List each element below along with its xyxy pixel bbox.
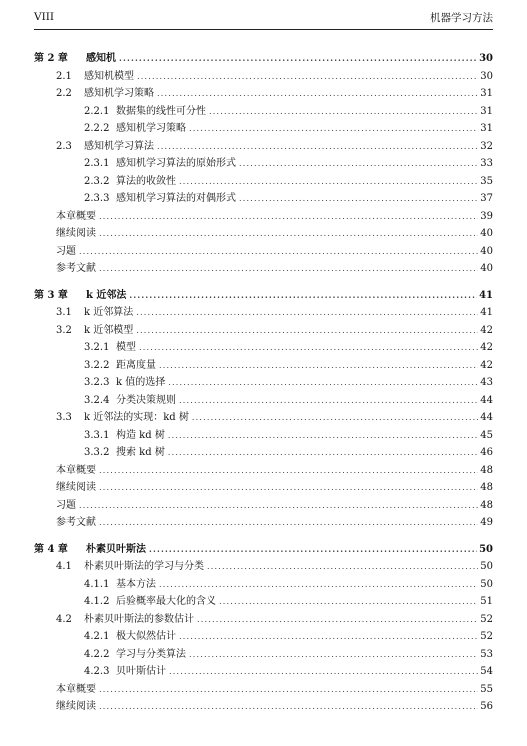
entry-title: 距离度量 [116,359,156,371]
entry-title: 基本方法 [116,578,156,590]
backmatter-entry[interactable] [34,260,493,278]
chapter-gap [34,278,493,287]
entry-title: 本章概要 [56,210,96,222]
dot-leader [137,68,478,86]
entry-title: 继续阅读 [56,701,96,712]
entry-title: 后验概率最大化的含义 [116,596,216,607]
entry-title: 感知机学习策略 [84,88,154,99]
entry-page-number: 31 [480,123,493,134]
subsection-entry[interactable] [34,339,493,357]
entry-page-number: 55 [480,683,493,695]
entry-page-number: 50 [480,578,493,590]
entry-number: 3.3.1 [84,429,110,441]
entry-page-number: 49 [480,517,493,528]
subsection-entry[interactable] [34,120,493,138]
entry-page-number: 41 [479,289,493,301]
subsection-entry[interactable] [34,663,493,681]
entry-page-number: 37 [480,193,493,204]
entry-title: 感知机学习算法的对偶形式 [116,193,236,204]
entry-title: 感知机模型 [84,70,134,82]
dot-leader [168,444,478,462]
dot-leader [136,304,478,322]
entry-page-number: 44 [480,412,493,423]
subsection-entry[interactable] [34,173,493,191]
dot-leader [168,374,478,392]
entry-page-number: 46 [480,447,493,458]
chapter-entry[interactable] [34,50,493,68]
dot-leader [99,260,478,278]
entry-page-number: 48 [480,499,493,511]
entry-title: k 近邻法的实现：kd 树 [84,412,189,423]
entry-title: 贝叶斯估计 [116,666,166,677]
entry-title: 数据集的线性可分性 [116,105,206,117]
section-entry[interactable] [34,409,493,427]
entry-number: 3.2.2 [84,359,110,371]
entry-title: 参考文献 [56,263,96,274]
dot-leader [149,541,477,559]
page-number-roman: VIII [34,11,55,23]
page-header [34,6,493,28]
dot-leader [157,138,478,156]
subsection-entry[interactable] [34,392,493,410]
entry-number: 第 3 章 [34,289,68,301]
dot-leader [239,155,478,173]
section-entry[interactable] [34,611,493,629]
section-entry[interactable] [34,304,493,322]
entry-page-number: 31 [480,88,493,99]
entry-title: 朴素贝叶斯法的学习与分类 [84,561,204,572]
entry-page-number: 52 [480,631,493,642]
entry-number: 4.1.2 [84,596,110,607]
entry-title: 习题 [56,245,76,257]
entry-title: 感知机学习算法的原始形式 [116,158,236,169]
entry-page-number: 48 [480,464,493,476]
dot-leader [169,663,478,681]
dot-leader [99,462,478,480]
entry-number: 3.2 [56,324,72,336]
section-entry[interactable] [34,322,493,340]
section-entry[interactable] [34,558,493,576]
entry-title: 朴素贝叶斯法的参数估计 [84,613,194,625]
entry-title: 继续阅读 [56,482,96,493]
dot-leader [159,576,478,594]
subsection-entry[interactable] [34,444,493,462]
entry-page-number: 45 [480,429,493,441]
backmatter-entry[interactable] [34,514,493,532]
entry-page-number: 39 [480,210,493,222]
chapter-entry[interactable] [34,287,493,305]
subsection-entry[interactable] [34,628,493,646]
entry-title: k 近邻模型 [84,324,134,336]
entry-title: 继续阅读 [56,228,96,239]
dot-leader [139,339,478,357]
dot-leader [189,646,478,664]
entry-page-number: 51 [480,596,493,607]
chapter-gap [34,532,493,541]
subsection-entry[interactable] [34,576,493,594]
subsection-entry[interactable] [34,374,493,392]
backmatter-entry[interactable] [34,225,493,243]
entry-title: 感知机学习算法 [84,140,154,152]
subsection-entry[interactable] [34,593,493,611]
entry-page-number: 42 [480,324,493,336]
dot-leader [99,681,478,699]
entry-title: 朴素贝叶斯法 [86,543,146,555]
subsection-entry[interactable] [34,357,493,375]
entry-number: 2.2 [56,88,72,99]
entry-title: 分类决策规则 [116,394,176,406]
entry-number: 4.2.2 [84,648,110,660]
dot-leader [79,243,478,261]
entry-number: 4.2.1 [84,631,110,642]
entry-title: 习题 [56,499,76,511]
entry-title: 参考文献 [56,517,96,528]
entry-number: 2.3.2 [84,175,110,187]
entry-number: 2.3 [56,140,72,152]
entry-page-number: 30 [480,70,493,82]
entry-page-number: 32 [480,140,493,152]
dot-leader [119,50,477,68]
entry-title: 搜索 kd 树 [116,447,165,458]
section-entry[interactable] [34,85,493,103]
dot-leader [99,514,478,532]
backmatter-entry[interactable] [34,208,493,226]
entry-page-number: 31 [480,105,493,117]
backmatter-entry[interactable] [34,243,493,261]
backmatter-entry[interactable] [34,462,493,480]
entry-number: 3.3 [56,412,72,423]
dot-leader [129,287,477,305]
dot-leader [99,208,478,226]
dot-leader [99,225,478,243]
dot-leader [197,611,478,629]
section-entry[interactable] [34,138,493,156]
backmatter-entry[interactable] [34,497,493,515]
entry-number: 2.2.1 [84,105,110,117]
entry-number: 4.2.3 [84,666,110,677]
entry-title: k 值的选择 [116,377,166,388]
backmatter-entry[interactable] [34,681,493,699]
chapter-entry[interactable] [34,541,493,559]
entry-number: 4.2 [56,613,72,625]
dot-leader [192,409,478,427]
entry-number: 3.2.1 [84,342,110,353]
dot-leader [159,357,478,375]
subsection-entry[interactable] [34,427,493,445]
dot-leader [179,173,478,191]
dot-leader [189,120,478,138]
entry-number: 3.1 [56,307,72,318]
dot-leader [99,698,478,716]
entry-title: 模型 [116,342,136,353]
entry-page-number: 48 [480,482,493,493]
subsection-entry[interactable] [34,103,493,121]
entry-title: 学习与分类算法 [116,648,186,660]
entry-number: 4.1.1 [84,578,110,590]
dot-leader [179,392,478,410]
dot-leader [157,85,478,103]
subsection-entry[interactable] [34,190,493,208]
entry-page-number: 30 [479,53,493,64]
entry-number: 第 4 章 [34,543,68,555]
dot-leader [219,593,478,611]
entry-title: 本章概要 [56,683,96,695]
dot-leader [136,322,478,340]
entry-page-number: 41 [480,307,493,318]
entry-page-number: 53 [480,648,493,660]
entry-title: k 近邻法 [86,289,127,301]
dot-leader [207,558,478,576]
entry-number: 2.1 [56,70,72,82]
subsection-entry[interactable] [34,646,493,664]
entry-number: 3.3.2 [84,447,110,458]
entry-title: 感知机学习策略 [116,123,186,134]
entry-page-number: 40 [480,245,493,257]
entry-title: 算法的收敛性 [116,175,176,187]
entry-title: 本章概要 [56,464,96,476]
dot-leader [239,190,478,208]
entry-page-number: 42 [480,359,493,371]
dot-leader [99,479,478,497]
dot-leader [168,427,478,445]
entry-page-number: 56 [480,701,493,712]
entry-page-number: 33 [480,158,493,169]
entry-number: 2.2.2 [84,123,110,134]
entry-title: 感知机 [86,53,116,64]
entry-number: 第 2 章 [34,53,68,64]
dot-leader [79,497,478,515]
entry-number: 4.1 [56,561,72,572]
entry-number: 3.2.4 [84,394,110,406]
dot-leader [179,628,478,646]
header-rule [34,29,493,30]
entry-page-number: 50 [479,543,493,555]
entry-number: 2.3.3 [84,193,110,204]
section-entry[interactable] [34,68,493,86]
entry-page-number: 50 [480,561,493,572]
entry-page-number: 44 [480,394,493,406]
dot-leader [209,103,478,121]
entry-page-number: 43 [480,377,493,388]
entry-title: 构造 kd 树 [116,429,165,441]
entry-page-number: 42 [480,342,493,353]
backmatter-entry[interactable] [34,479,493,497]
entry-page-number: 54 [480,666,493,677]
table-of-contents [34,50,493,716]
book-title: 机器学习方法 [430,11,493,24]
entry-page-number: 52 [480,613,493,625]
entry-title: 极大似然估计 [116,631,176,642]
entry-page-number: 40 [480,228,493,239]
backmatter-entry[interactable] [34,698,493,716]
subsection-entry[interactable] [34,155,493,173]
entry-page-number: 40 [480,263,493,274]
entry-number: 3.2.3 [84,377,110,388]
entry-title: k 近邻算法 [84,307,134,318]
entry-number: 2.3.1 [84,158,110,169]
entry-page-number: 35 [480,175,493,187]
